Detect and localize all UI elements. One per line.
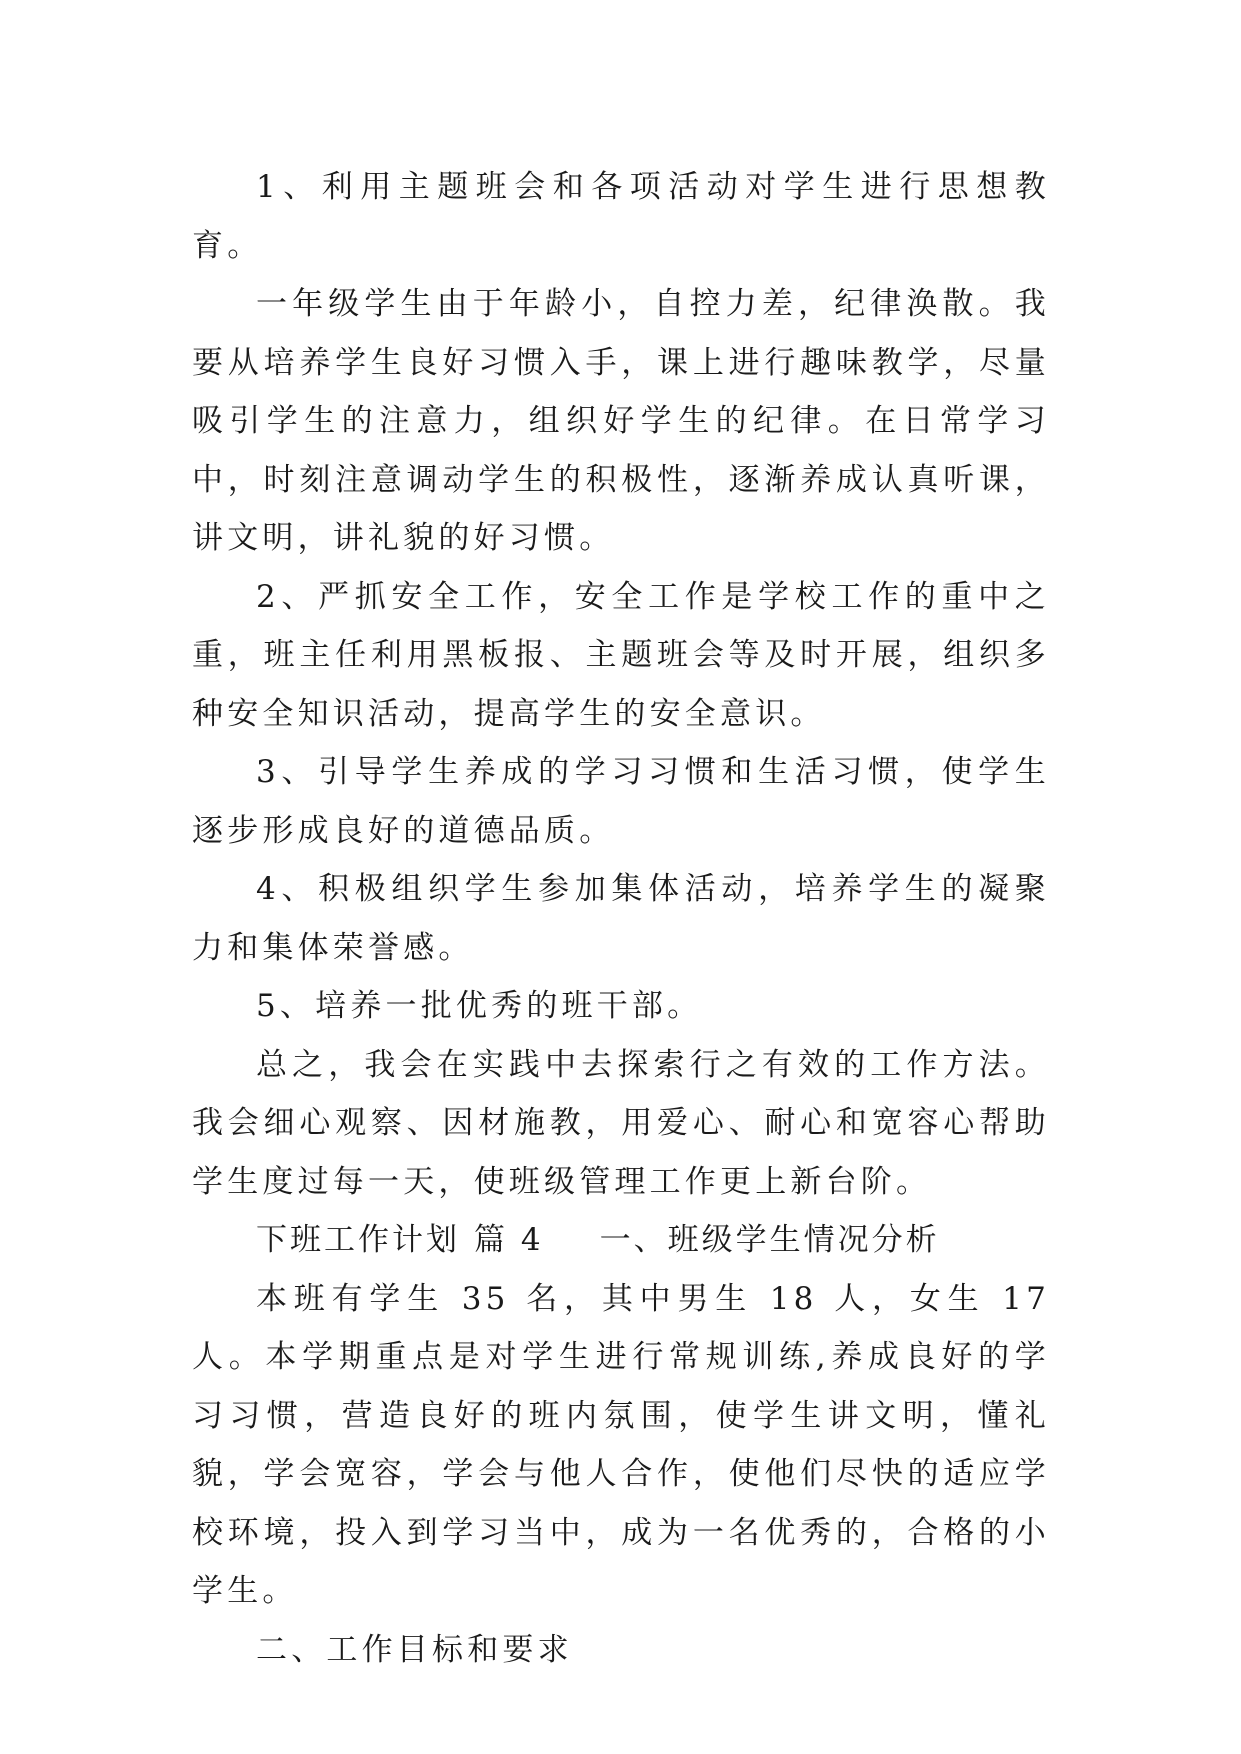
paragraph-item-4: 4、积极组织学生参加集体活动，培养学生的凝聚力和集体荣誉感。 [192, 871, 1050, 966]
paragraph-summary: 总之，我会在实践中去探索行之有效的工作方法。我会细心观察、因材施教，用爱心、耐心和宽容心帮助学生度过每一天，使班级管理工作更上新台阶。 [192, 1046, 1050, 1200]
paragraph-item-3: 3、引导学生养成的学习习惯和生活习惯，使学生逐步形成良好的道德品质。 [192, 754, 1050, 849]
section-number: 篇 4 [474, 1222, 544, 1258]
document-body [192, 158, 1050, 1679]
paragraph-item-2: 2、严抓安全工作，安全工作是学校工作的重中之重，班主任利用黑板报、主题班会等及时开展，组织多种安全知识活动，提高学生的安全意识。 [192, 578, 1050, 732]
paragraph-item-1: 1、利用主题班会和各项活动对学生进行思想教育。 [192, 169, 1050, 264]
paragraph-goals-heading: 二、工作目标和要求 [256, 1631, 573, 1668]
section-heading [192, 1211, 1050, 1270]
paragraph-item-5: 5、培养一批优秀的班干部。 [256, 988, 703, 1024]
section-title: 下班工作计划 [256, 1222, 460, 1258]
section-subtitle: 一、班级学生情况分析 [599, 1222, 940, 1258]
paragraph-first-grade: 一年级学生由于年龄小，自控力差，纪律涣散。我要从培养学生良好习惯入手，课上进行趣味教学，尽量吸引学生的注意力，组织好学生的纪律。在日常学习中，时刻注意调动学生的积极性，逐渐养成认真听课，讲文明，讲礼貌的好习惯。 [192, 286, 1050, 556]
paragraph-class-analysis: 本班有学生 35 名，其中男生 18 人，女生 17 人。本学期重点是对学生进行常规训练,养成良好的学习习惯，营造良好的班内氛围，使学生讲文明，懂礼貌，学会宽容，学会与他人合作，使他们尽快的适应学校环境，投入到学习当中，成为一名优秀的，合格的小学生。 [192, 1280, 1050, 1609]
